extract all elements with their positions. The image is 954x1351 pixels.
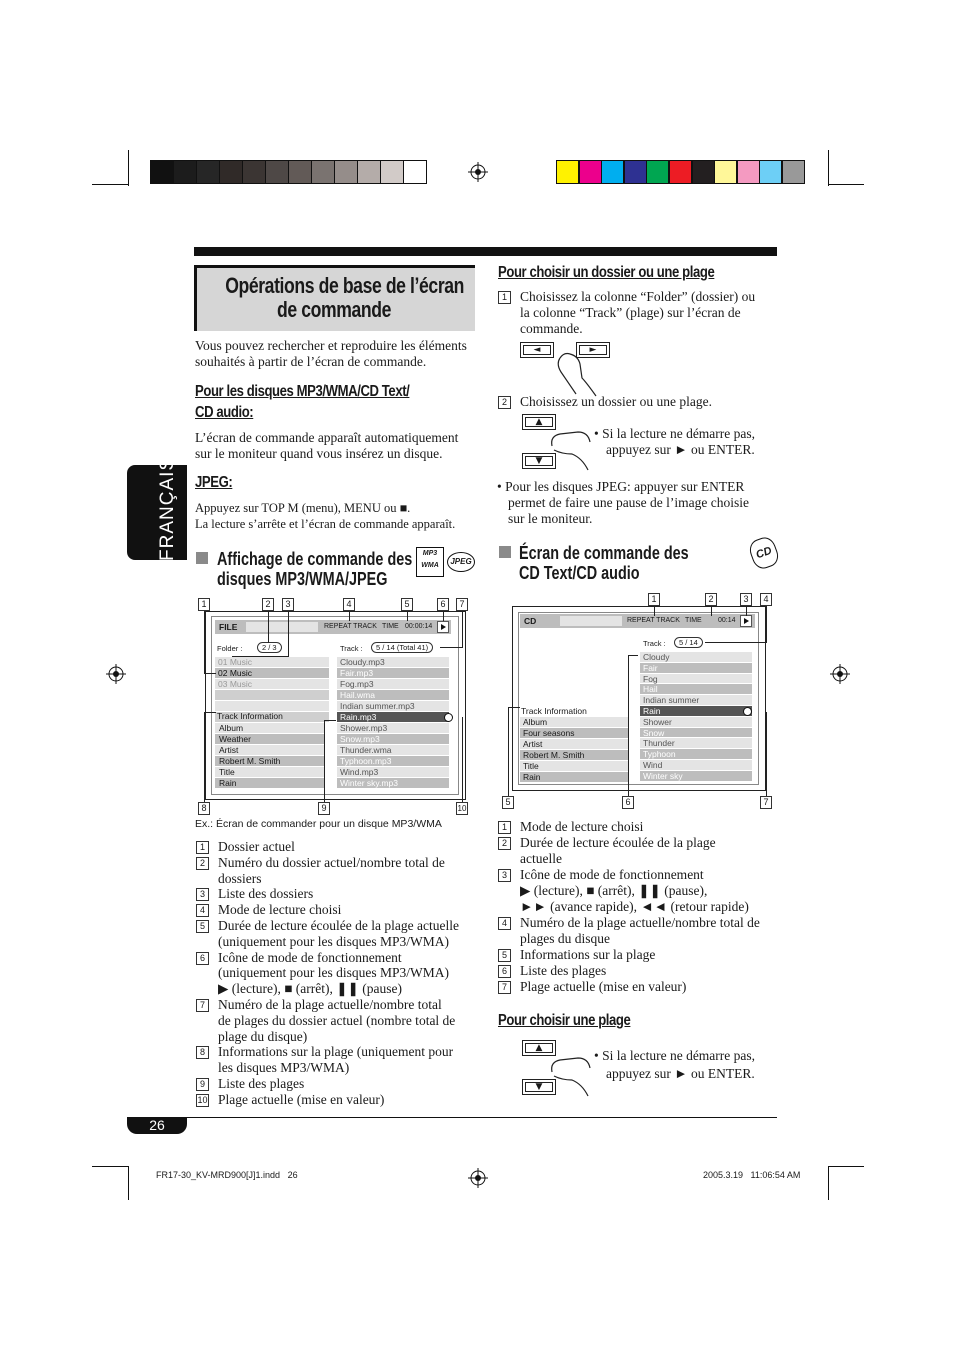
leader-line xyxy=(204,611,205,674)
badge-mp3-wma xyxy=(416,547,444,577)
legend-text: Numéro de la plage actuelle/nombre total de xyxy=(520,914,760,930)
color-swatch xyxy=(646,160,669,184)
legend-text: plages du disque xyxy=(520,930,610,946)
legend-text: les disques MP3/WMA) xyxy=(218,1060,350,1076)
cd-time-label: TIME xyxy=(685,617,702,624)
bullet1 xyxy=(594,426,755,458)
legend-text: ▶ (lecture), ■ (arrêt), ❚❚ (pause), xyxy=(520,882,708,898)
folder-empty-row xyxy=(215,690,329,700)
mp3-file-label: FILE xyxy=(219,622,238,632)
step1-line2: la colonne “Track” (plage) sur l’écran de xyxy=(520,305,741,320)
cd-track-item: Typhoon xyxy=(643,749,676,760)
leader-line xyxy=(462,611,463,648)
gray-swatch xyxy=(357,160,381,184)
badge-mp3-text: MP3 xyxy=(422,550,438,557)
cd-track-item: Shower xyxy=(643,716,672,727)
color-swatch xyxy=(556,160,579,184)
cd-track-info-item: Rain xyxy=(523,772,541,782)
cd-track-info-item: Four seasons xyxy=(523,728,575,738)
leader-line xyxy=(204,712,205,802)
legend-text: Mode de lecture choisi xyxy=(218,902,342,918)
legend-text: (uniquement pour les disques MP3/WMA) xyxy=(218,965,449,981)
leader-line xyxy=(288,611,289,657)
cd-repeat-label: REPEAT TRACK xyxy=(627,617,680,624)
callout-10: 10 xyxy=(457,804,467,813)
mp3-play-triangle xyxy=(441,624,446,630)
section-title-mp3-line1: Affichage de commande des xyxy=(217,549,413,569)
cd-callout-7: 7 xyxy=(760,796,772,809)
step2-number: 2 xyxy=(498,396,511,409)
mp3-text: L’écran de commande apparaît automatiquement sur le moniteur quand vous insérez un disque. xyxy=(195,430,459,461)
gray-swatch xyxy=(196,160,220,184)
leader-line xyxy=(232,656,289,657)
legend-text: Icône de mode de fonctionnement xyxy=(218,949,402,965)
color-swatch xyxy=(692,160,715,184)
legend-text: Durée de lecture écoulée de la plage actuelle xyxy=(218,918,459,933)
gray-swatch xyxy=(288,160,312,184)
mp3-folder-label: Folder : xyxy=(217,644,243,653)
legend-number: 6 xyxy=(196,952,209,965)
section-title-cd-line2: CD Text/CD audio xyxy=(519,563,640,583)
leader-line xyxy=(705,642,766,643)
mp3-folder-count: 2 / 3 xyxy=(257,642,282,653)
cd-track-info-item: Album xyxy=(523,717,548,727)
legend-text: Mode de lecture choisi xyxy=(520,819,644,834)
track-info-item: Album xyxy=(219,723,244,733)
color-swatch xyxy=(714,160,737,184)
bullet2-line2: permet de faire une pause de l’image choisie xyxy=(508,495,750,510)
cd-callout-4: 4 xyxy=(760,593,772,606)
cd-time-value: 00:14 xyxy=(718,617,736,624)
cd-play-triangle xyxy=(744,618,749,624)
legend-text: dossiers xyxy=(218,870,262,886)
leader-line xyxy=(440,647,462,648)
mp3-header-blank xyxy=(246,622,318,632)
track-item: Shower.mp3 xyxy=(340,723,388,733)
cd-callout-2: 2 xyxy=(705,593,717,606)
legend-text: Informations sur la plage xyxy=(520,946,656,962)
jpeg-text-1: Appuyez sur TOP M (menu), MENU ou ■. xyxy=(195,501,411,515)
leader-line xyxy=(407,611,408,621)
finger-icon xyxy=(548,1054,592,1098)
legend-number: 6 xyxy=(498,965,511,978)
callout-6: 6 xyxy=(437,598,449,611)
track-item: Fog.mp3 xyxy=(340,679,374,689)
heading-mp3 xyxy=(195,381,409,423)
heading-folder: Pour choisir un dossier ou une plage xyxy=(498,264,715,281)
cd-track-item: Indian summer xyxy=(643,695,700,706)
leader-line xyxy=(766,712,767,796)
cd-track-info-item: Artist xyxy=(523,739,543,749)
cd-track-item: Wind xyxy=(643,760,663,770)
page-title xyxy=(198,274,470,322)
side-tab-label: FRANÇAIS xyxy=(157,456,178,561)
badge-wma-text: WMA xyxy=(421,562,439,569)
track-item: Typhoon.mp3 xyxy=(340,756,392,766)
bottom-rule xyxy=(127,1117,777,1118)
legend-text: Icône de mode de fonctionnement xyxy=(520,866,704,882)
gray-swatch xyxy=(219,160,243,184)
color-swatch xyxy=(782,160,805,184)
section-marker xyxy=(196,552,208,564)
legend-text: Plage actuelle (mise en valeur) xyxy=(520,978,687,994)
color-swatch xyxy=(601,160,624,184)
legend-text: Liste des plages xyxy=(520,962,607,978)
leader-line xyxy=(204,673,216,674)
track-item: Hail.wma xyxy=(340,690,375,700)
leader-line xyxy=(443,611,444,621)
leader-line xyxy=(462,717,463,802)
leader-line xyxy=(204,712,216,713)
legend-number: 2 xyxy=(196,857,209,870)
footer-file: FR17-30_KV-MRD900[J]1.indd 26 xyxy=(156,1170,298,1180)
legend-number: 1 xyxy=(498,821,511,834)
section-title-cd-line1: Écran de commande des xyxy=(519,543,689,563)
legend-number: 1 xyxy=(196,841,209,854)
legend-number: 7 xyxy=(498,981,511,994)
gray-swatch xyxy=(242,160,266,184)
cd-track-item: Hail xyxy=(643,684,658,695)
callout-3: 3 xyxy=(282,598,294,611)
bullet3-line1: • Si la lecture ne démarre pas, xyxy=(594,1048,756,1063)
legend-text: Durée de lecture écoulée de la plage xyxy=(520,834,716,850)
track-item: Wind.mp3 xyxy=(340,767,379,777)
legend-text: Numéro du dossier actuel/nombre total de xyxy=(218,854,445,870)
gray-swatch xyxy=(265,160,289,184)
gray-swatch xyxy=(150,160,174,184)
mp3-track-count: 5 / 14 (Total 41) xyxy=(371,642,433,653)
legend-text: Numéro de la plage actuelle/nombre total xyxy=(218,997,442,1012)
folder-item: 03 Music xyxy=(218,679,253,689)
callout-4: 4 xyxy=(343,598,355,611)
leader-line xyxy=(324,720,325,802)
step1-line1: Choisissez la colonne “Folder” (dossier) ou xyxy=(520,289,756,304)
finger-icon xyxy=(548,428,592,472)
legend-text: plage du disque) xyxy=(218,1028,308,1044)
top-rule xyxy=(194,247,777,256)
badge-cd: CD xyxy=(747,534,782,571)
callout-2: 2 xyxy=(262,598,274,611)
legend-text: Informations sur la plage (uniquement pour xyxy=(218,1044,454,1060)
leader-line xyxy=(324,720,336,721)
section-marker xyxy=(499,546,511,558)
cd-track-item: Winter sky xyxy=(643,770,683,781)
track-info-item: Title xyxy=(219,767,235,777)
leader-line xyxy=(508,707,509,796)
gray-swatch xyxy=(173,160,197,184)
badge-jpeg: JPEG xyxy=(447,552,475,572)
cd-track-count: 5 / 14 xyxy=(674,637,703,648)
section-title-cd xyxy=(519,543,731,583)
callout-8: 8 xyxy=(198,802,210,815)
cd-callout-6: 6 xyxy=(622,796,634,809)
track-item: Winter sky.mp3 xyxy=(340,778,398,788)
legend-text: de plages du dossier actuel (nombre total de xyxy=(218,1012,456,1028)
cd-track-item: Snow xyxy=(643,727,665,738)
cd-track-item: Fog xyxy=(643,673,658,684)
legend-text: ▶ (lecture), ■ (arrêt), ❚❚ (pause) xyxy=(218,981,402,997)
legend-text: (uniquement pour les disques MP3/WMA) xyxy=(218,933,449,949)
heading-mp3-line2: CD audio: xyxy=(195,404,254,421)
callout-5: 5 xyxy=(401,598,413,611)
track-item: Thunder.wma xyxy=(340,745,392,755)
cd-track-label: Track : xyxy=(643,639,666,648)
registration-mark-bottom xyxy=(468,1168,488,1188)
step2 xyxy=(498,394,712,410)
cd-track-item: Fair xyxy=(643,662,658,673)
legend-number: 8 xyxy=(196,1046,209,1059)
folder-item: 01 Music xyxy=(218,657,253,667)
heading-mp3-line1: Pour les disques MP3/WMA/CD Text/ xyxy=(195,383,410,400)
registration-mark-left xyxy=(106,664,126,684)
legend-number: 4 xyxy=(498,917,511,930)
track-info-item: Rain xyxy=(219,778,237,788)
track-item: Snow.mp3 xyxy=(340,734,380,744)
legend-number: 10 xyxy=(197,1094,208,1105)
registration-mark-top xyxy=(468,162,488,182)
footer-date: 2005.3.19 11:06:54 AM xyxy=(703,1170,801,1180)
bullet2-line3: sur le moniteur. xyxy=(508,511,593,526)
folder-empty-row xyxy=(215,701,329,711)
bullet2 xyxy=(497,479,749,527)
up-button-2[interactable]: ▲ xyxy=(522,1040,556,1056)
color-swatch xyxy=(669,160,692,184)
right-button[interactable]: ► xyxy=(576,342,610,358)
bullet1-line2: appuyez sur ► ou ENTER. xyxy=(606,442,755,457)
cd-callout-3: 3 xyxy=(740,593,752,606)
track-item: Fair.mp3 xyxy=(340,668,374,678)
cd-current-track-dot xyxy=(743,707,752,716)
cd-track-item: Rain xyxy=(643,706,661,716)
legend-text: Liste des dossiers xyxy=(218,886,314,902)
bullet2-line1: • Pour les disques JPEG: appuyer sur ENTER xyxy=(497,479,745,494)
bullet3 xyxy=(594,1047,755,1083)
page-number: 26 xyxy=(127,1117,187,1134)
legend-number: 2 xyxy=(498,837,511,850)
up-button[interactable]: ▲ xyxy=(522,414,556,430)
jpeg-text-2: La lecture s’arrête et l’écran de commande apparaît. xyxy=(195,517,456,531)
leader-line xyxy=(711,606,712,616)
leader-line xyxy=(349,611,350,621)
callout-1: 1 xyxy=(198,598,210,611)
down-button-2[interactable]: ▼ xyxy=(522,1079,556,1095)
registration-mark-right xyxy=(830,664,850,684)
cd-label: CD xyxy=(524,616,537,626)
mp3-track-label: Track : xyxy=(340,644,363,653)
page-title-line2: de commande xyxy=(277,297,391,322)
gray-swatch xyxy=(334,160,358,184)
leader-line xyxy=(268,611,269,643)
cd-header-blank xyxy=(560,616,622,626)
callout-7: 7 xyxy=(456,598,468,611)
track-info-title: Track Information xyxy=(217,711,283,721)
mp3-time-value: 00:00:14 xyxy=(405,623,433,630)
track-item: Indian summer.mp3 xyxy=(340,701,415,711)
color-swatch xyxy=(624,160,647,184)
legend-text: actuelle xyxy=(520,850,562,866)
cd-track-item: Thunder xyxy=(643,738,675,749)
intro-text: Vous pouvez rechercher et reproduire les éléments souhaités à partir de l’écran de commande. xyxy=(195,338,467,369)
mp3-time-label: TIME xyxy=(382,623,399,630)
color-swatch xyxy=(737,160,760,184)
step1-number: 1 xyxy=(498,291,511,304)
callout-9: 9 xyxy=(318,802,330,815)
leader-line xyxy=(766,606,767,643)
legend-number: 4 xyxy=(196,904,209,917)
gray-swatch xyxy=(380,160,404,184)
track-info-item: Artist xyxy=(219,745,239,755)
leader-line xyxy=(508,707,520,708)
heading-plage: Pour choisir une plage xyxy=(498,1012,631,1029)
gray-swatch xyxy=(403,160,427,184)
leader-line xyxy=(746,606,747,616)
leader-line xyxy=(628,655,629,796)
legend-text: Plage actuelle (mise en valeur) xyxy=(218,1091,385,1107)
heading-jpeg: JPEG: xyxy=(195,474,233,491)
bullet1-line1: • Si la lecture ne démarre pas, xyxy=(594,426,756,441)
mp3-repeat-label: REPEAT TRACK xyxy=(324,623,377,630)
page-title-line1: Opérations de base de l’écran xyxy=(225,273,465,298)
legend-number: 9 xyxy=(196,1078,209,1091)
legend-number: 3 xyxy=(196,888,209,901)
track-info-item: Weather xyxy=(219,734,251,744)
track-item: Rain.mp3 xyxy=(340,712,377,722)
legend-number: 3 xyxy=(498,869,511,882)
current-track-dot xyxy=(444,713,453,722)
track-item: Cloudy.mp3 xyxy=(340,657,385,667)
section-title-mp3-line2: disques MP3/WMA/JPEG xyxy=(217,569,388,589)
legend-number: 7 xyxy=(196,999,209,1012)
cd-callout-5: 5 xyxy=(502,796,514,809)
legend-number: 5 xyxy=(196,920,209,933)
finger-icon xyxy=(552,352,602,398)
step1-line3: commande. xyxy=(520,321,583,336)
diagram-caption: Ex.: Écran de commander pour un disque MP3/WMA xyxy=(195,818,442,830)
cd-track-info-item: Title xyxy=(523,761,539,771)
step2-text: Choisissez un dossier ou une plage. xyxy=(520,394,712,409)
legend-number: 5 xyxy=(498,949,511,962)
cd-callout-1: 1 xyxy=(648,593,660,606)
leader-line xyxy=(628,655,638,656)
color-swatch xyxy=(759,160,782,184)
track-info-item: Robert M. Smith xyxy=(219,756,281,766)
cd-track-info-item: Robert M. Smith xyxy=(523,750,585,760)
step1 xyxy=(498,289,783,337)
legend-text: Liste des plages xyxy=(218,1076,305,1091)
leader-line xyxy=(654,606,655,616)
left-button[interactable]: ◄ xyxy=(520,342,554,358)
folder-item: 02 Music xyxy=(218,668,253,678)
legend-text: ►► (avance rapide), ◄◄ (retour rapide) xyxy=(520,898,749,914)
cd-track-item: Cloudy xyxy=(643,652,670,662)
down-button[interactable]: ▼ xyxy=(522,453,556,469)
color-swatch xyxy=(579,160,602,184)
gray-swatch xyxy=(311,160,335,184)
bullet3-line2: appuyez sur ► ou ENTER. xyxy=(606,1066,755,1081)
cd-track-info-title: Track Information xyxy=(521,706,587,716)
legend-text: Dossier actuel xyxy=(218,839,295,854)
